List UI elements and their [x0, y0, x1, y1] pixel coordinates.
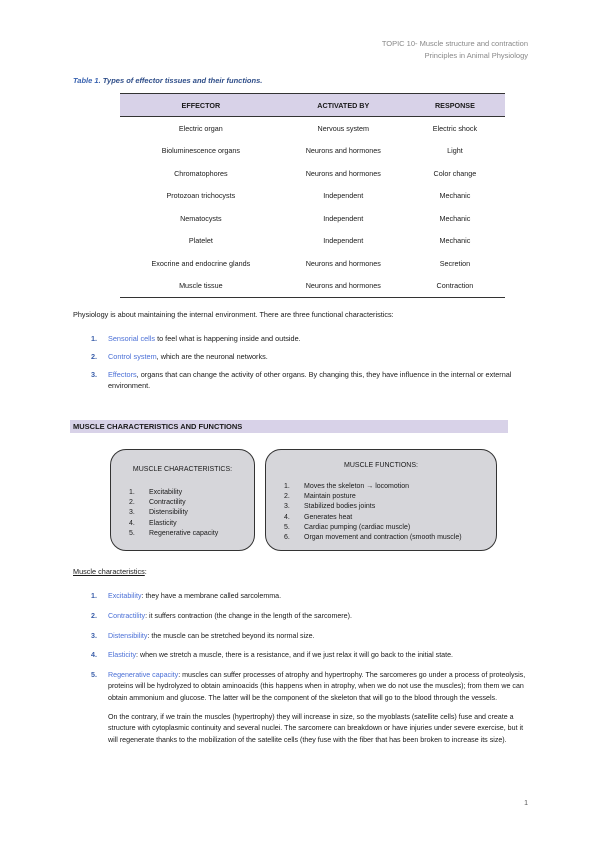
list-term: Sensorial cells [108, 334, 156, 343]
list-item: 2. Contractility [129, 499, 186, 507]
table-cell: Color change [433, 168, 477, 178]
table-cell: Muscle tissue [120, 275, 282, 298]
table-cell: Light [447, 146, 463, 156]
list-item: 3. Distensibility [129, 509, 188, 517]
section-heading: MUSCLE CHARACTERISTICS AND FUNCTIONS [70, 420, 508, 433]
table-cell: Electric shock [432, 123, 478, 133]
table-row [120, 117, 505, 140]
table-row [120, 140, 505, 163]
list-term: Contractility [108, 611, 146, 620]
functions-box-list [284, 482, 462, 543]
characteristics-box [110, 449, 255, 551]
list-item [73, 650, 533, 661]
header-response: RESPONSE [405, 94, 505, 117]
table-row [120, 185, 505, 208]
list-term: Regenerative capacity [108, 671, 179, 680]
table-cell: Exocrine and endocrine glands [151, 258, 251, 268]
list-item [73, 670, 533, 746]
list-term: Distensibility [108, 631, 148, 640]
subheading: Muscle characteristics: [73, 567, 147, 576]
table-row [120, 162, 505, 185]
page-number: 1 [524, 800, 528, 807]
table-cell: Nematocysts [180, 213, 222, 223]
header-activated-by: ACTIVATED BY [282, 94, 405, 117]
table-cell: Chromatophores [174, 168, 228, 178]
table-cell: Platelet [188, 236, 213, 246]
list-text: to feel what is happening inside and outside. [155, 334, 301, 343]
list-item [73, 333, 528, 344]
list-item [73, 611, 533, 622]
list-item: 4. Elasticity [129, 519, 177, 527]
list-text: : it suffers contraction (the change in the length of the sarcomere). [145, 611, 352, 620]
table-cell: Neurons and hormones [305, 168, 381, 178]
list-number: 5. [91, 671, 97, 680]
list-item [73, 369, 528, 391]
list-text: , organs that can change the activity of other organs. By changing this, they have influence in the internal or external environment. [108, 370, 512, 390]
functions-box [265, 449, 497, 551]
characteristics-box-list [129, 488, 218, 539]
table-row [120, 230, 505, 253]
table-caption-text: Types of effector tissues and their functions. [100, 76, 263, 85]
list-item [73, 351, 528, 362]
table-cell: Neurons and hormones [305, 258, 381, 268]
table-cell: Independent [323, 236, 364, 246]
table-cell: Protozoan trichocysts [166, 191, 236, 201]
header-effector: EFFECTOR [120, 94, 282, 117]
table-row [120, 252, 505, 275]
header-topic: TOPIC 10- Muscle structure and contraction [381, 39, 528, 48]
list-item [73, 591, 533, 602]
table-cell: Contraction [405, 275, 505, 298]
header-course: Principles in Animal Physiology [424, 51, 528, 60]
list-number: 1. [91, 592, 97, 600]
table-cell: Nervous system [317, 123, 370, 133]
list-item: 2. Maintain posture [284, 493, 356, 501]
table-cell: Mechanic [439, 213, 471, 223]
table-cell: Bioluminescence organs [161, 146, 240, 156]
list-item: 6. Organ movement and contraction (smooth muscle) [284, 534, 462, 542]
list-term: Control system [108, 352, 157, 361]
list-item: 5. Regenerative capacity [129, 529, 219, 537]
list-number: 3. [91, 631, 97, 640]
list-item [73, 631, 533, 642]
table-cell: Neurons and hormones [305, 146, 381, 156]
list-number: 3. [91, 370, 98, 379]
table-cell: Secretion [439, 258, 471, 268]
functions-box-title: MUSCLE FUNCTIONS: [344, 462, 418, 469]
table-row [120, 207, 505, 230]
characteristics-box-title: MUSCLE CHARACTERISTICS: [132, 466, 233, 473]
intro-paragraph: Physiology is about maintaining the internal environment. There are three functional characteristics: [73, 310, 394, 319]
table-cell: Electric organ [178, 123, 223, 133]
table-cell: Mechanic [439, 236, 471, 246]
list-item: 4. Generates heat [284, 513, 353, 521]
list-text: : they have a membrane called sarcolemma. [141, 592, 282, 600]
list-number: 2. [91, 611, 97, 620]
table-header-row [120, 94, 505, 117]
list-number: 1. [91, 334, 98, 343]
list-item: 3. Stabilized bodies joints [284, 503, 376, 511]
page-header [382, 38, 528, 62]
table-cell: Independent [323, 191, 364, 201]
list-item: 5. Cardiac pumping (cardiac muscle) [284, 523, 411, 531]
list-text: : muscles can suffer processes of atrophy and hypertrophy. The sarcomeres go under a process of proteolysis, proteins will be hydrolyzed to obtain aminoacids (this happens when in atrophy, when we do not use the muscles); from them we can obtain ammonium and glucose. The latter will be the component of the skeleton that will go to the blood through the vessels. [108, 671, 526, 702]
table-caption-label: Table 1. [73, 76, 101, 85]
table-cell: Independent [323, 213, 364, 223]
list-text: : the muscle can be stretched beyond its normal size. [147, 631, 315, 640]
table-caption [73, 76, 262, 85]
table-cell: Mechanic [439, 191, 471, 201]
list-term: Effectors [108, 370, 137, 379]
effector-table [120, 93, 505, 298]
list-text: , which are the neuronal networks. [156, 352, 268, 361]
list-term: Elasticity [108, 651, 136, 660]
list-continuation: On the contrary, if we train the muscles (hypertrophy) they will increase in size, so the myoblasts (satellite cells) fuse and create a structure with cytoplasmic continuity and several nuclei. The sarcomere can breakdown or have injuries under severe exercise, but it will regenerate thanks to the mobilization of the satellite cells (they fuse with the fiber that has been broken to increase its size). [108, 713, 524, 744]
table-row [120, 275, 505, 298]
list-number: 4. [91, 651, 97, 660]
list-term: Excitability [108, 592, 142, 600]
list-item: 1. Excitability [129, 489, 183, 496]
characteristics-list [73, 591, 533, 754]
list-number: 2. [91, 352, 98, 361]
list-text: : when we stretch a muscle, there is a resistance, and if we just relax it will go back to the initial state. [136, 651, 453, 660]
list-item: 1. Moves the skeleton → locomotion [284, 483, 410, 490]
table-cell: Neurons and hormones [282, 275, 405, 298]
functional-list [73, 333, 528, 398]
